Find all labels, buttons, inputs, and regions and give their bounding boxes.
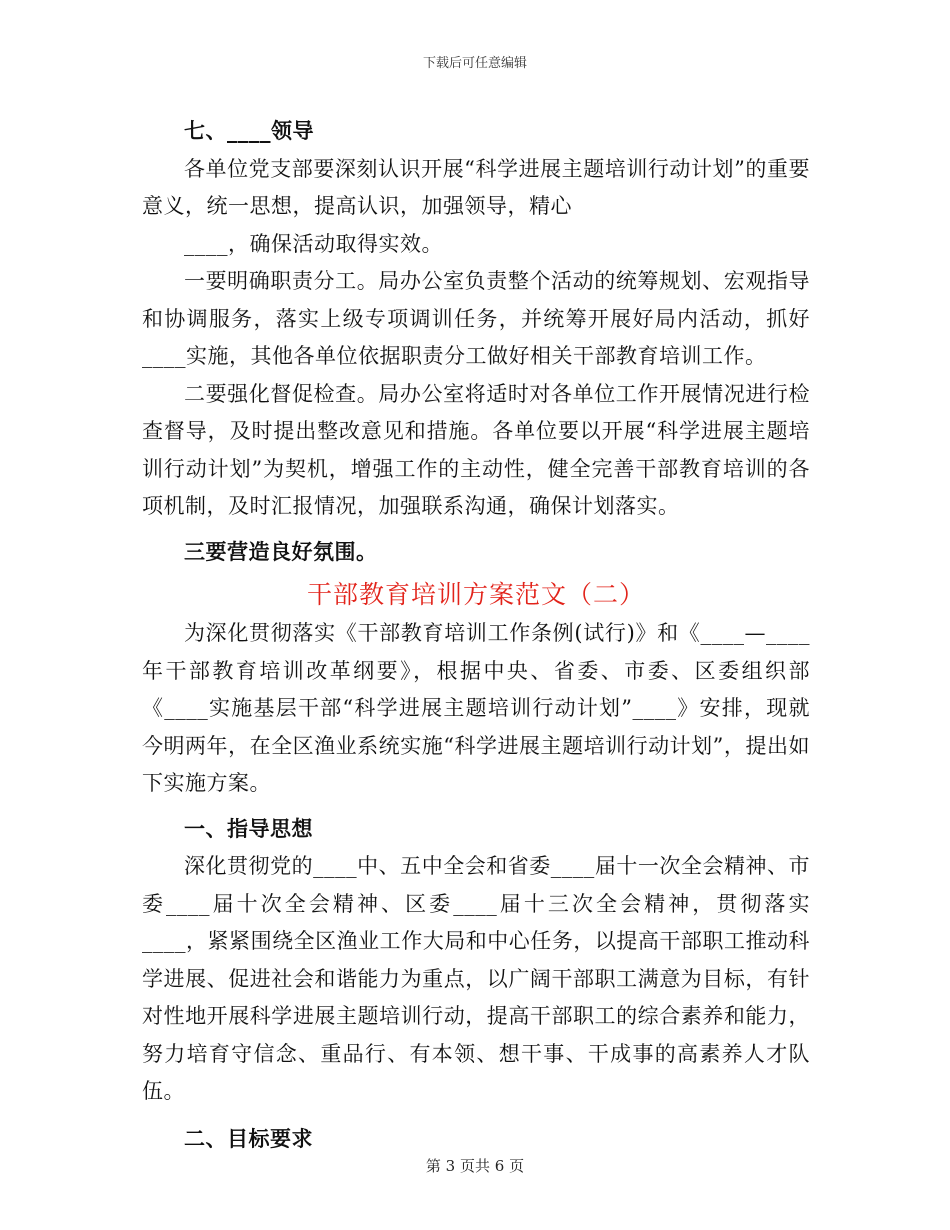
section-heading-goals: 二、目标要求 [184,1126,313,1151]
paragraph: 各单位党支部要深刻认识开展“科学进展主题培训行动计划”的重要意义，统一思想，提高认识，加强领导，精心 [142,156,810,218]
document-title: 干部教育培训方案范文（二） [306,580,645,609]
section-heading-leadership: 七、____领导 [184,119,314,143]
section-heading-atmosphere: 三要营造良好氛围。 [184,539,378,564]
paragraph: 深化贯彻党的____中、五中全会和省委____届十一次全会精神、市委____届十次全会精神、区委____届十三次全会精神，贯彻落实____，紧紧围绕全区渔业工作大局和中心任务，以提高干部职工推动科学进展、促进社会和谐能力为重点，以广阔干部职工满意为目标，有针对性地开展科学进展主题培训行动，提高干部职工的综合素养和能力，努力培育守信念、重品行、有本领、想干事、干成事的高素养人才队伍。 [142,854,810,1103]
paragraph: 为深化贯彻落实《干部教育培训工作条例(试行)》和《____—____年干部教育培训改革纲要》，根据中央、省委、市委、区委组织部《____实施基层干部“科学进展主题培训行动计划”____》安排，现就今明两年，在全区渔业系统实施“科学进展主题培训行动计划”，提出如下实施方案。 [142,621,810,795]
document-body [142,113,810,1158]
section-heading-guiding-ideology: 一、指导思想 [184,816,313,841]
page-header: 下载后可任意编辑 [422,56,527,71]
paragraph: 二要强化督促检查。局办公室将适时对各单位工作开展情况进行检查督导，及时提出整改意见和措施。各单位要以开展“科学进展主题培训行动计划”为契机，增强工作的主动性，健全完善干部教育培训的各项机制，及时汇报情况，加强联系沟通，确保计划落实。 [142,381,810,518]
paragraph: 一要明确职责分工。局办公室负责整个活动的统筹规划、宏观指导和协调服务，落实上级专项调训任务，并统筹开展好局内活动，抓好____实施，其他各单位依据职责分工做好相关干部教育培训工作。 [142,269,810,368]
page-footer: 第 3 页共 6 页 [425,1157,525,1175]
paragraph: ____，确保活动取得实效。 [184,231,443,256]
